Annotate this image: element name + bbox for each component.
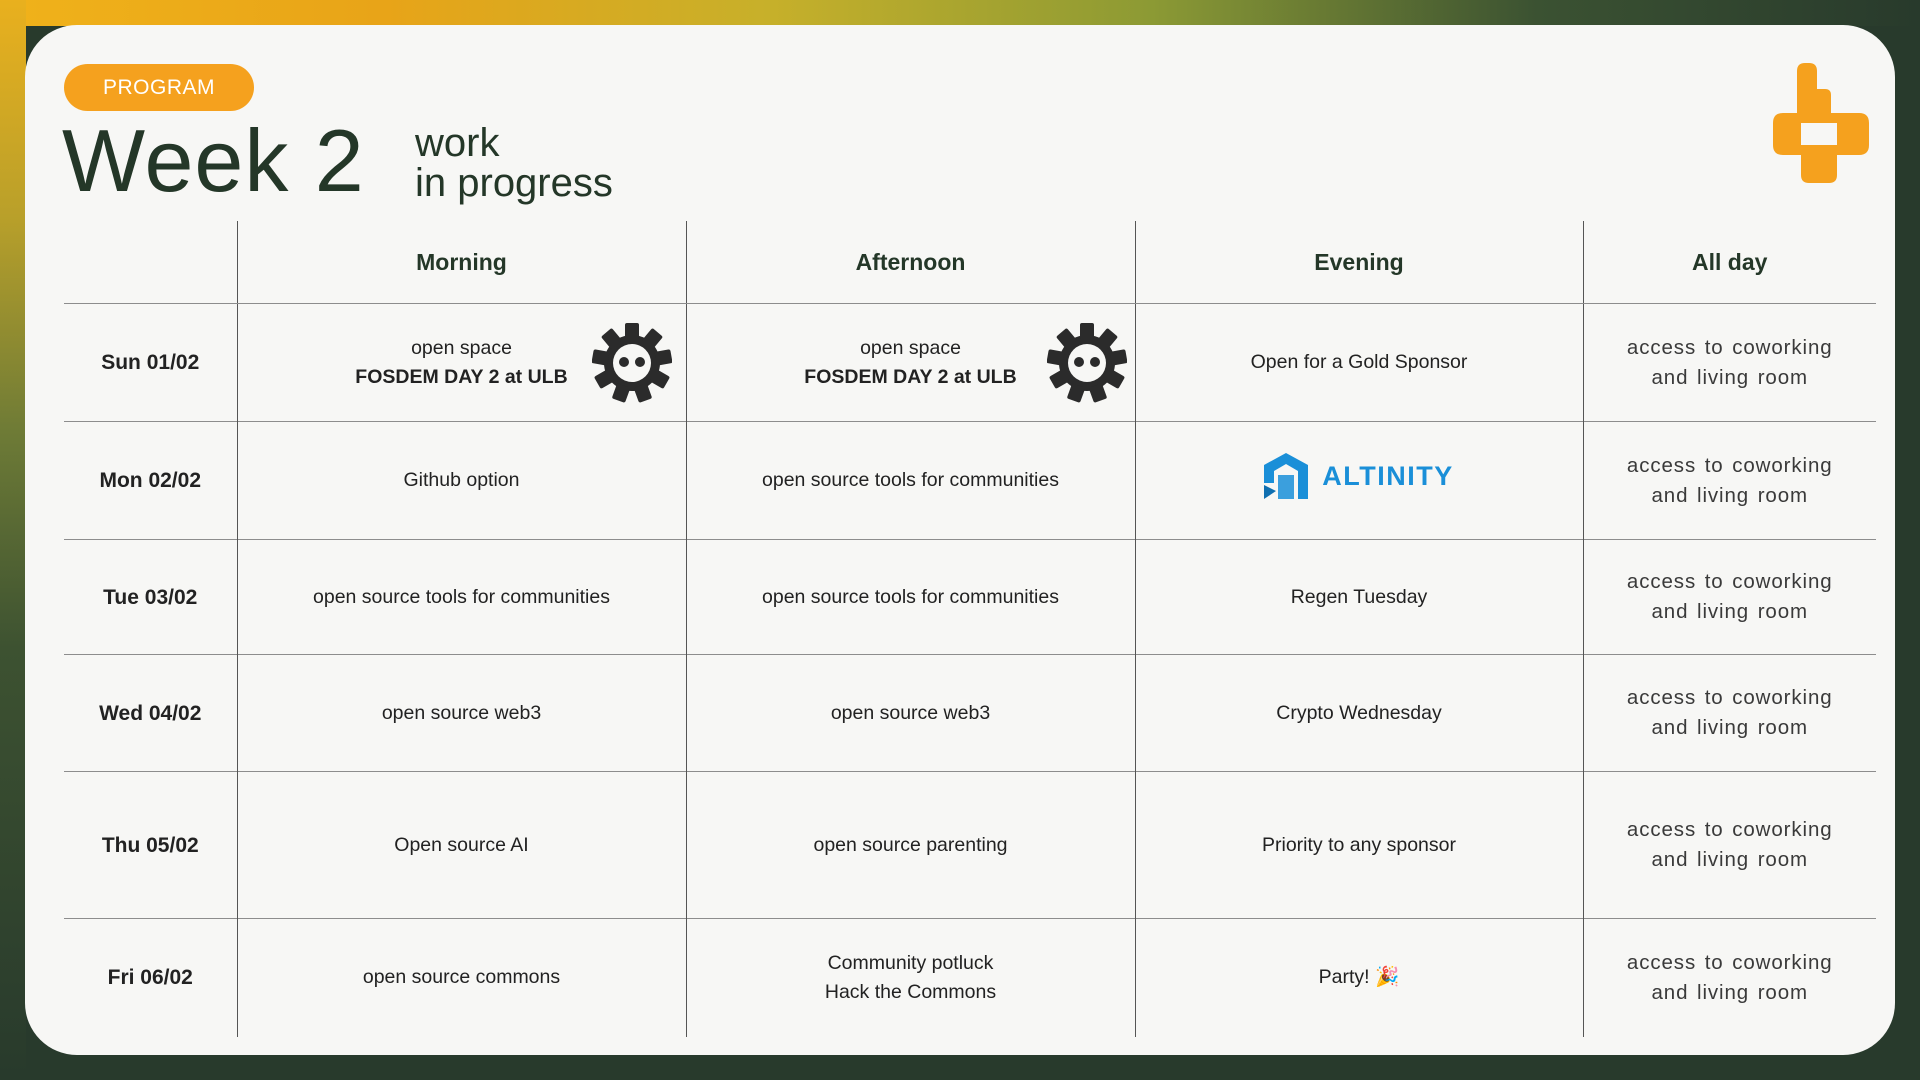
allday-cell xyxy=(1583,422,1876,540)
column-header-evening: Evening xyxy=(1135,221,1583,304)
cell-line: and living room xyxy=(1651,716,1808,739)
day-label: Sun 01/02 xyxy=(101,351,200,374)
afternoon-cell: open source tools for communities xyxy=(686,540,1135,655)
day-label: Wed 04/02 xyxy=(64,655,237,772)
table-row xyxy=(64,772,1876,919)
allday-cell xyxy=(1583,540,1876,655)
program-badge: PROGRAM xyxy=(64,64,254,111)
table-header-row xyxy=(64,221,1876,304)
background-gradient-left xyxy=(0,0,26,1080)
fosdem-gear-icon xyxy=(592,323,672,403)
day-label: Mon 02/02 xyxy=(64,422,237,540)
day-label: Fri 06/02 xyxy=(64,919,237,1037)
morning-cell: Github option xyxy=(237,422,686,540)
day-label: Thu 05/02 xyxy=(64,772,237,919)
allday-cell xyxy=(1583,919,1876,1037)
altinity-logo xyxy=(1264,453,1453,499)
allday-cell xyxy=(1583,772,1876,919)
cell-line: access to coworking xyxy=(1626,335,1833,359)
background-gradient-top xyxy=(0,0,1920,26)
afternoon-cell xyxy=(686,919,1135,1037)
evening-cell: Crypto Wednesday xyxy=(1135,655,1583,772)
morning-cell xyxy=(237,304,686,422)
evening-cell xyxy=(1135,422,1583,540)
cell-line: Community potluck xyxy=(827,951,994,974)
column-header-morning: Morning xyxy=(237,221,686,304)
evening-cell: Priority to any sponsor xyxy=(1135,772,1583,919)
schedule-table xyxy=(64,221,1876,1037)
allday-cell xyxy=(1583,655,1876,772)
cell-line: access to coworking xyxy=(1626,570,1833,593)
subtitle-line-2: in progress xyxy=(415,161,613,205)
cell-line: and living room xyxy=(1651,365,1808,389)
brand-logo-icon xyxy=(1773,63,1869,183)
morning-cell: Open source AI xyxy=(237,772,686,919)
table-row xyxy=(64,422,1876,540)
cell-line: access to coworking xyxy=(1626,950,1833,974)
program-card xyxy=(25,25,1895,1055)
column-header-afternoon: Afternoon xyxy=(686,221,1135,304)
cell-line: and living room xyxy=(1651,980,1808,1004)
morning-cell: open source web3 xyxy=(237,655,686,772)
cell-line: open space xyxy=(860,336,961,359)
evening-cell: Party! 🎉 xyxy=(1135,919,1583,1037)
evening-cell: Open for a Gold Sponsor xyxy=(1135,304,1583,422)
fosdem-gear-icon xyxy=(1047,323,1127,403)
table-row xyxy=(64,655,1876,772)
cell-line: and living room xyxy=(1651,848,1808,871)
table-row xyxy=(64,304,1876,422)
morning-cell: open source tools for communities xyxy=(237,540,686,655)
afternoon-cell: open source parenting xyxy=(686,772,1135,919)
cell-line: access to coworking xyxy=(1626,818,1833,841)
day-label: Tue 03/02 xyxy=(64,540,237,655)
table-row xyxy=(64,540,1876,655)
altinity-logo-text: ALTINITY xyxy=(1322,460,1454,491)
cell-line: access to coworking xyxy=(1626,453,1833,477)
morning-cell: open source commons xyxy=(237,919,686,1037)
altinity-logo-icon xyxy=(1264,453,1308,499)
cell-line: and living room xyxy=(1651,600,1808,623)
afternoon-cell: open source tools for communities xyxy=(686,422,1135,540)
cell-line-bold: FOSDEM DAY 2 at ULB xyxy=(355,365,568,388)
column-header-allday: All day xyxy=(1583,221,1876,304)
cell-line: open space xyxy=(411,336,512,359)
afternoon-cell xyxy=(686,304,1135,422)
cell-line-bold: FOSDEM DAY 2 at ULB xyxy=(804,365,1017,388)
page-title: Week 2 xyxy=(62,111,365,210)
column-header-day xyxy=(64,221,237,304)
allday-cell xyxy=(1583,304,1876,422)
afternoon-cell: open source web3 xyxy=(686,655,1135,772)
cell-line: and living room xyxy=(1651,483,1808,507)
cell-line: Hack the Commons xyxy=(824,980,997,1003)
evening-cell: Regen Tuesday xyxy=(1135,540,1583,655)
page-subtitle xyxy=(415,123,613,203)
cell-line: access to coworking xyxy=(1626,686,1833,709)
table-row xyxy=(64,919,1876,1037)
subtitle-line-1: work xyxy=(415,121,500,165)
